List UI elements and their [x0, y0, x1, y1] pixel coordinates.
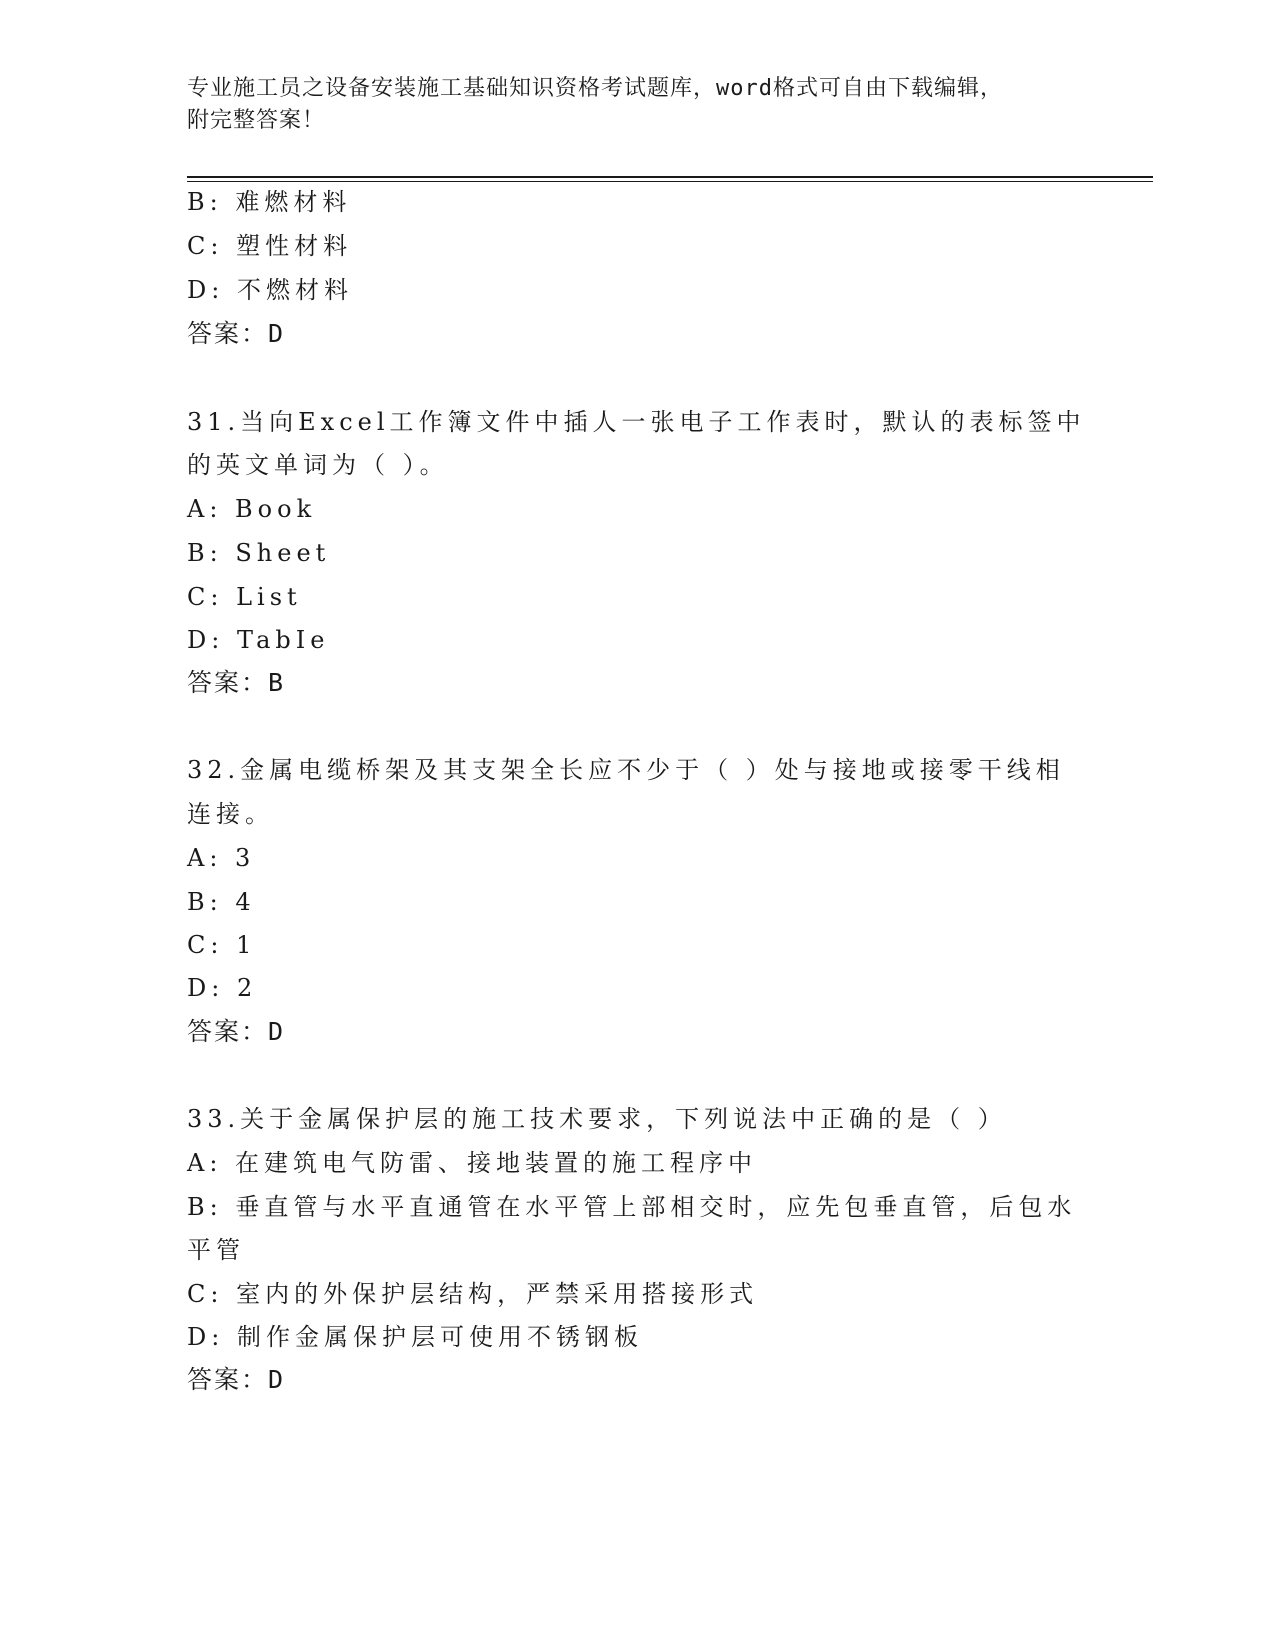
q33-option-a: A: 在建筑电气防雷、接地装置的施工程序中	[187, 1149, 758, 1177]
prev-option-c: C: 塑性材料	[187, 232, 353, 260]
header-divider-thin	[187, 181, 1153, 182]
q31-option-a: A: Book	[187, 495, 317, 523]
q31-option-c: C: List	[187, 583, 302, 611]
q33-option-d: D: 制作金属保护层可使用不锈钢板	[187, 1323, 643, 1351]
q32-stem-line-2: 连接。	[187, 800, 274, 828]
q31-stem-line-2: 的英文单词为（ ）。	[187, 451, 449, 479]
q31-option-d: D: TabIe	[187, 626, 330, 654]
header-line-2: 附完整答案！	[187, 108, 326, 133]
header-divider-thick	[187, 176, 1153, 178]
q33-option-b-line-1: B: 垂直管与水平直通管在水平管上部相交时，应先包垂直管，后包水	[187, 1193, 1077, 1221]
q32-option-d: D: 2	[187, 974, 258, 1002]
q32-option-b: B: 4	[187, 888, 256, 916]
q32-option-c: C: 1	[187, 931, 257, 959]
q33-option-b-line-2: 平管	[187, 1236, 245, 1264]
q31-option-b: B: Sheet	[187, 539, 331, 567]
q31-stem-line-1: 31.当向Excel工作簿文件中插人一张电子工作表时，默认的表标签中	[187, 408, 1086, 436]
prev-option-b: B: 难燃材料	[187, 188, 352, 216]
q32-answer: 答案：D	[187, 1017, 286, 1046]
prev-answer: 答案：D	[187, 319, 286, 348]
q33-option-c: C: 室内的外保护层结构，严禁采用搭接形式	[187, 1280, 759, 1308]
q32-stem-line-1: 32.金属电缆桥架及其支架全长应不少于（ ）处与接地或接零干线相	[187, 756, 1065, 784]
q33-stem: 33.关于金属保护层的施工技术要求，下列说法中正确的是（ ）	[187, 1105, 1007, 1133]
q33-answer: 答案：D	[187, 1365, 286, 1394]
prev-option-d: D: 不燃材料	[187, 276, 353, 304]
q32-option-a: A: 3	[187, 844, 256, 872]
header-line-1: 专业施工员之设备安装施工基础知识资格考试题库，word格式可自由下载编辑，	[187, 76, 1003, 101]
q31-answer: 答案：B	[187, 668, 286, 697]
document-header	[187, 73, 1067, 137]
